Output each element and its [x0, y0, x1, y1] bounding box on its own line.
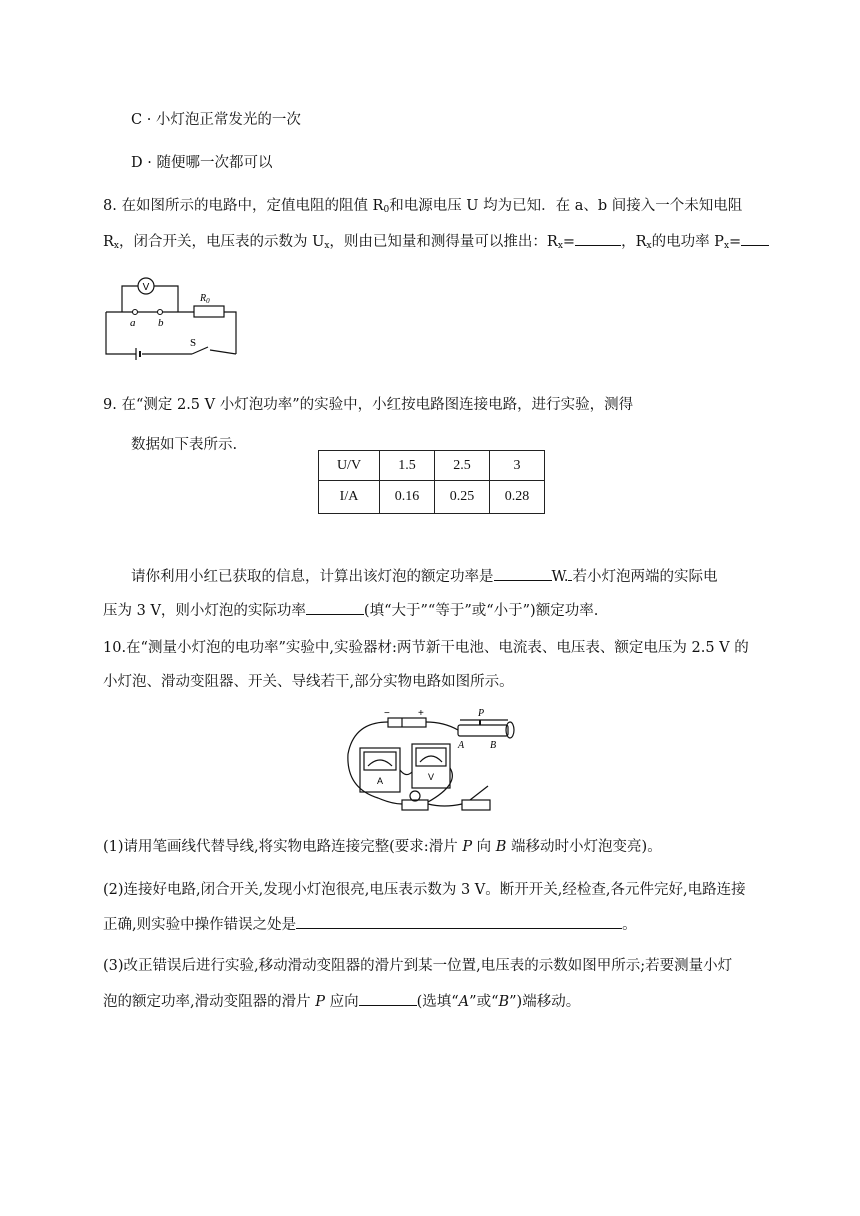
q8-text: ，闭合开关，电压表的示数为 U [119, 234, 325, 250]
switch-label: S [190, 337, 197, 349]
subscript: x [557, 241, 563, 251]
battery-plus-label: + [418, 708, 424, 719]
q9-line4 [103, 599, 598, 621]
answer-blank[interactable] [296, 913, 622, 929]
q9-line1: 9. 在“测定 2.5 V 小灯泡功率”的实验中，小红按电路图连接电路，进行实验，测得 [103, 397, 634, 413]
q10-text: (选填“ [416, 994, 459, 1010]
q10-text: 向 [472, 839, 496, 855]
answer-blank[interactable] [306, 599, 364, 615]
q8-text: = [562, 234, 576, 250]
q10-part3-line2 [103, 990, 580, 1012]
q10-part2-line1: (2)连接好电路,闭合开关,发现小灯泡很亮,电压表示数为 3 V。断开开关,经检查,各元件完好,电路连接 [103, 882, 746, 898]
q8-text: 8. 在如图所示的电路中，定值电阻的阻值 R [103, 198, 384, 214]
resistor-label-sub: 0 [206, 297, 210, 305]
q8-circuit-diagram [100, 270, 242, 362]
table-cell: U/V [319, 451, 380, 481]
q10-text: 。 [622, 917, 637, 933]
q8-text: = [729, 234, 742, 250]
q10-text: 应向 [324, 994, 359, 1010]
resistor-label [199, 293, 210, 305]
ammeter-label: A [376, 776, 384, 786]
q8-line1 [103, 196, 742, 220]
q10-italic: P [315, 994, 325, 1010]
q8-text: 和电源电压 U 均为已知．在 a、b 间接入一个未知电阻 [389, 198, 743, 214]
q9-data-table [318, 450, 545, 514]
table-row [319, 451, 545, 481]
terminal-a-label: a [130, 317, 136, 329]
q9-line3 [131, 565, 717, 587]
terminal-a-label: A [458, 740, 465, 751]
q8-text: ，则由已知量和测得量可以推出：R [329, 234, 558, 250]
slider-p-label: P [478, 708, 485, 719]
voltmeter-label: V [142, 282, 150, 293]
terminal-b-label: b [158, 317, 164, 329]
table-cell: 3 [490, 451, 545, 481]
q10-line1: 10.在“测量小灯泡的电功率”实验中,实验器材:两节新干电池、电流表、电压表、额定电压为 2.5 V 的 [103, 640, 749, 656]
q10-text: ”)端移动。 [509, 994, 581, 1010]
q10-part2-line2 [103, 913, 637, 935]
q10-text: (1)请用笔画线代替导线,将实物电路连接完整(要求:滑片 [103, 839, 463, 855]
q10-italic: A [458, 994, 470, 1010]
answer-blank[interactable] [359, 990, 417, 1006]
q10-text: 端移动时小灯泡变亮)。 [506, 839, 662, 855]
subscript: 0 [383, 205, 390, 215]
q10-line2: 小灯泡、滑动变阻器、开关、导线若干,部分实物电路如图所示。 [103, 674, 514, 690]
q9-text: W. [551, 569, 569, 585]
q10-italic: B [495, 839, 507, 855]
q8-line2 [103, 230, 769, 256]
q10-italic: B [498, 994, 510, 1010]
q10-part1 [103, 837, 662, 857]
q8-text: ，R [621, 234, 647, 250]
resistor-label-r: R [200, 293, 207, 304]
option-d: D · 随便哪一次都可以 [131, 155, 273, 171]
table-cell: 0.16 [380, 481, 435, 514]
table-cell: 0.28 [490, 481, 545, 514]
q9-text: 压为 3 V，则小灯泡的实际功率 [103, 603, 306, 619]
subscript: x [113, 241, 119, 251]
option-c: C · 小灯泡正常发光的一次 [131, 112, 301, 128]
q10-circuit-figure [340, 708, 522, 818]
table-cell: 1.5 [380, 451, 435, 481]
q9-text: 请你利用小红已获取的信息，计算出该灯泡的额定功率是 [131, 569, 494, 585]
answer-blank[interactable] [741, 230, 769, 246]
answer-blank[interactable] [575, 230, 621, 246]
q9-text: (填“大于”“等于”或“小于”)额定功率. [363, 603, 599, 619]
subscript: x [324, 241, 330, 251]
q10-text: 正确,则实验中操作错误之处是 [103, 917, 297, 933]
q10-part3-line1: (3)改正错误后进行实验,移动滑动变阻器的滑片到某一位置,电压表的示数如图甲所示;若要测量小灯 [103, 958, 733, 974]
q10-text: ”或“ [469, 994, 499, 1010]
battery-minus-label: − [384, 708, 390, 719]
voltmeter-label: V [427, 772, 435, 782]
answer-blank[interactable] [494, 565, 552, 581]
table-cell: 0.25 [435, 481, 490, 514]
table-cell: 2.5 [435, 451, 490, 481]
subscript: x [646, 241, 652, 251]
table-row [319, 481, 545, 514]
q8-text: 的电功率 P [651, 234, 724, 250]
terminal-b-label: B [490, 740, 497, 751]
q10-italic: P [462, 839, 473, 855]
q8-text: R [103, 234, 114, 250]
q9-line2: 数据如下表所示. [131, 437, 238, 453]
subscript: x [723, 241, 730, 251]
table-cell: I/A [319, 481, 380, 514]
q9-text: 若小灯泡两端的实际电 [572, 569, 718, 585]
q10-text: 泡的额定功率,滑动变阻器的滑片 [103, 994, 316, 1010]
